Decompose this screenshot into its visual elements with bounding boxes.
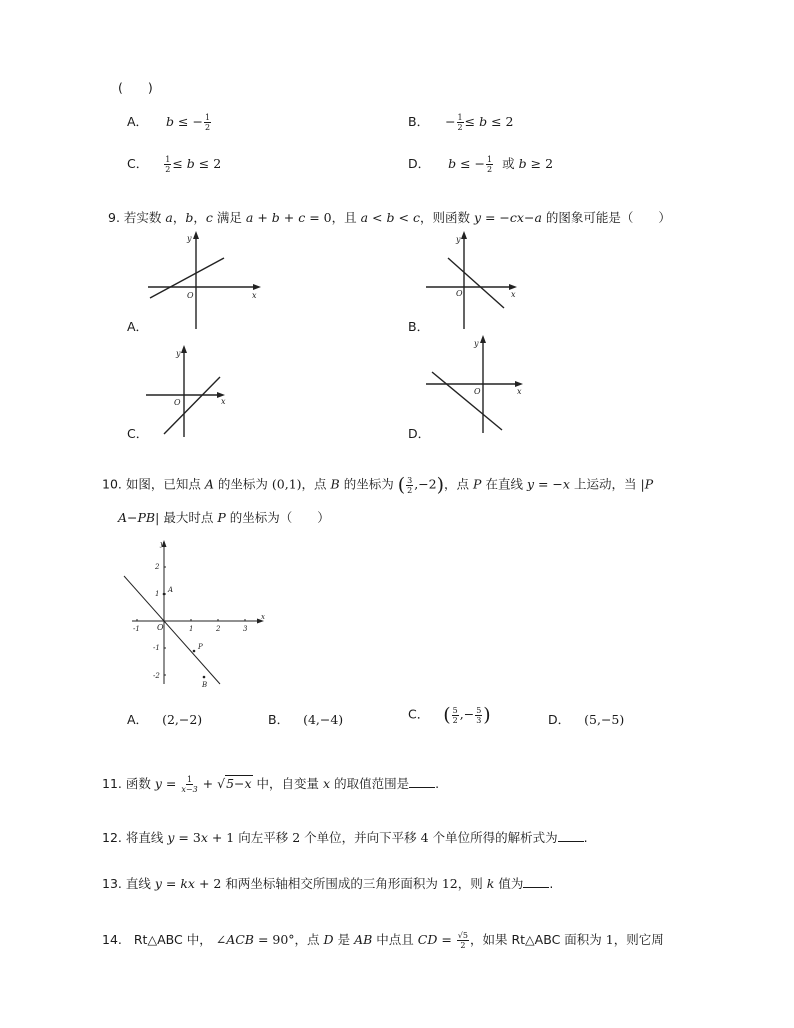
q9-graph-d — [420, 334, 532, 434]
q9-graph-a — [140, 228, 270, 330]
option-label: B． — [408, 114, 430, 129]
svg-text:y: y — [176, 349, 181, 358]
svg-text:O: O — [187, 291, 194, 300]
svg-text:y: y — [187, 234, 192, 243]
q9-graph-c — [140, 340, 240, 438]
option-label: A． — [127, 114, 149, 129]
svg-text:y: y — [160, 540, 164, 548]
q9-option-d[interactable]: D． — [408, 426, 431, 441]
svg-text:-2: -2 — [153, 672, 160, 680]
svg-text:O: O — [456, 289, 463, 298]
svg-text:x: x — [511, 290, 516, 299]
svg-text:-1: -1 — [133, 625, 140, 633]
q11-stem: 11. 函数 y = $\frac{1}{x-3}$ + √5−x 中，自变量 x 的取值范围是 . — [102, 775, 440, 794]
svg-text:y: y — [456, 235, 461, 244]
q8-option-c[interactable]: C． $\frac{1}{2}$ ≤ b ≤ 2 — [127, 155, 222, 174]
svg-text:B: B — [202, 681, 208, 689]
q10-option-b[interactable]: B． (4,−4) — [268, 712, 344, 727]
q9-graph-b — [420, 228, 530, 330]
svg-text:2: 2 — [155, 563, 160, 571]
q10-option-d[interactable]: D． (5,−5) — [548, 712, 625, 727]
svg-text:P: P — [198, 643, 203, 651]
q9-option-c[interactable]: C． — [127, 426, 149, 441]
q12-stem: 12. 将直线 y = 3x + 1 向左平移 2 个单位，并向下平移 4 个单位所得的解析式为 . — [102, 830, 588, 845]
svg-text:2: 2 — [216, 625, 221, 633]
q13-stem: 13. 直线 y = kx + 2 和两坐标轴相交所围成的三角形面积为 12，则 k 值为 . — [102, 876, 554, 891]
svg-text:x: x — [517, 387, 522, 396]
svg-text:O: O — [157, 623, 164, 632]
answer-blank[interactable] — [523, 877, 549, 888]
svg-text:O: O — [174, 398, 181, 407]
svg-text:A: A — [168, 586, 174, 594]
option-label: C． — [127, 156, 149, 171]
q10-stem-line1: 10. 如图，已知点 A 的坐标为 (0,1)，点 B 的坐标为 ( $\frac{3}{2}$ ,−2)，点 P 在直线 y = −x 上运动，当 |P — [102, 474, 654, 496]
q10-figure — [118, 538, 278, 694]
svg-text:x: x — [252, 291, 257, 300]
svg-text:3: 3 — [243, 625, 248, 633]
svg-text:1: 1 — [189, 625, 194, 633]
q10-option-c[interactable]: C． ( $\frac{5}{2}$ ,− $\frac{5}{3}$ ) — [408, 704, 491, 726]
svg-text:x: x — [221, 397, 226, 406]
q8-option-b[interactable]: B． − $\frac{1}{2}$ ≤ b ≤ 2 — [408, 113, 514, 132]
answer-blank[interactable] — [558, 831, 584, 842]
answer-blank[interactable] — [409, 777, 435, 788]
q8-option-d[interactable]: D． b ≤ − $\frac{1}{2}$ 或 b ≥ 2 — [408, 155, 554, 174]
svg-text:y: y — [474, 339, 479, 348]
q8-option-a[interactable]: A． b ≤ − $\frac{1}{2}$ — [127, 113, 211, 132]
q9-option-a[interactable]: A． — [127, 319, 149, 334]
svg-text:-1: -1 — [153, 644, 160, 652]
svg-text:O: O — [474, 387, 481, 396]
q10-option-a[interactable]: A． (2,−2) — [127, 712, 203, 727]
svg-text:1: 1 — [155, 590, 160, 598]
svg-text:x: x — [261, 613, 265, 621]
option-label: D． — [408, 156, 431, 171]
q14-stem: 14. Rt△ABC 中， ∠ACB = 90°，点 D 是 AB 中点且 CD = $\frac{√5}{2}$ ，如果 Rt△ABC 面积为 1，则它周 — [102, 931, 664, 950]
q10-stem-line2: A−PB| 最大时点 P 的坐标为（ ） — [118, 510, 330, 525]
q8-answer-bracket: ( ) — [118, 80, 153, 95]
q9-stem: 9. 若实数 a，b，c 满足 a + b + c = 0，且 a < b < c，则函数 y = −cx−a 的图象可能是（ ） — [108, 210, 671, 225]
q9-option-b[interactable]: B． — [408, 319, 430, 334]
